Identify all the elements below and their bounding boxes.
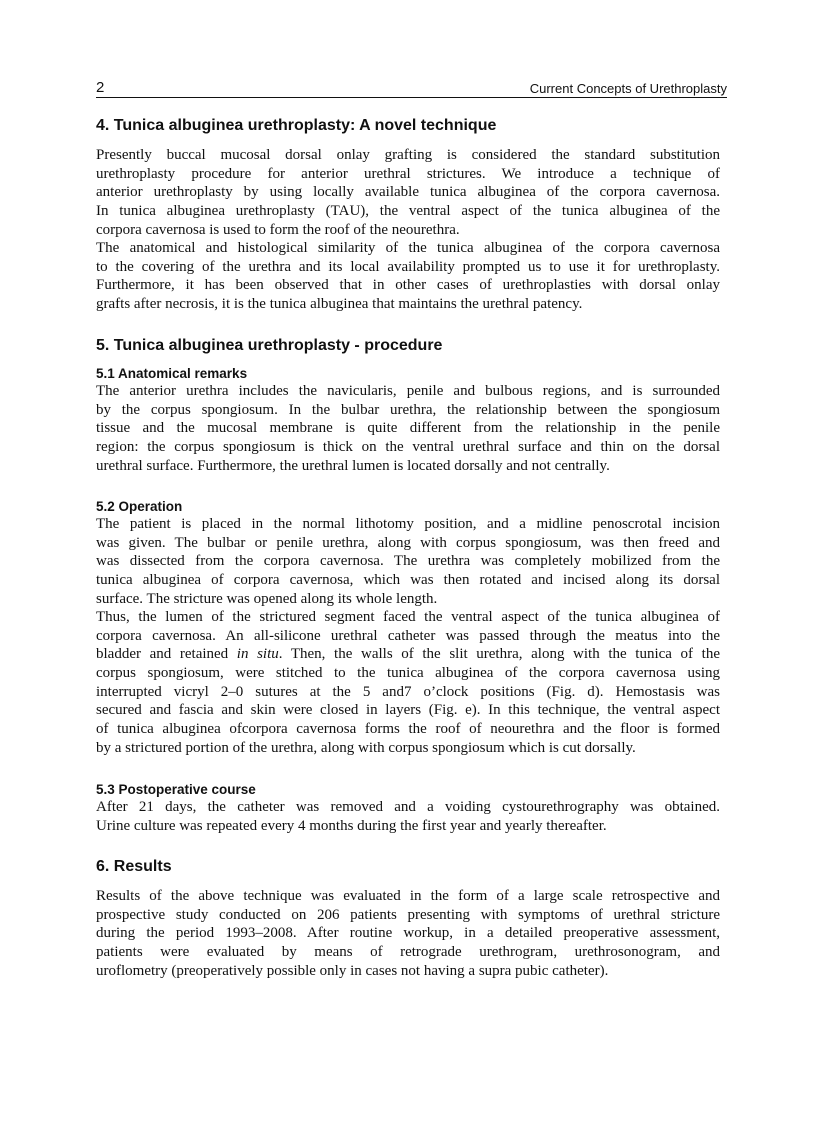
text-line: urethroplasty procedure for anterior urethral strictures. We introduce a technique of bbox=[96, 165, 720, 182]
text-line: Results of the above technique was evaluated in the form of a large scale retrospective and bbox=[96, 888, 720, 904]
subsection-heading: 5.2 Operation bbox=[96, 499, 183, 514]
text-line: secured and fascia and skin were closed in layers (Fig. e). In this technique, the ventral aspect bbox=[96, 702, 720, 719]
text-line: uroflometry (preoperatively possible only in cases not having a supra pubic catheter). bbox=[96, 962, 609, 979]
text-line: Furthermore, it has been observed that in other cases of urethroplasties with dorsal onlay bbox=[96, 277, 720, 294]
text-line: anterior urethroplasty by using locally available tunica albuginea of the corpora cavernosa. bbox=[96, 184, 720, 201]
text-line: Urine culture was repeated every 4 months during the first year and yearly thereafter. bbox=[96, 817, 607, 834]
text-line: The patient is placed in the normal lithotomy position, and a midline penoscrotal incision bbox=[96, 516, 720, 532]
running-header bbox=[96, 79, 727, 98]
subsection-5-2 bbox=[96, 498, 720, 757]
text-line: patients were evaluated by means of retrograde urethrogram, urethrosonogram, and bbox=[96, 943, 720, 960]
text-line: After 21 days, the catheter was removed and a voiding cystourethrography was obtained. bbox=[96, 799, 720, 815]
text-line: The anatomical and histological similarity of the tunica albuginea of the corpora cavernosa bbox=[96, 240, 720, 257]
section-heading: 6. Results bbox=[96, 858, 172, 875]
text-line: tunica albuginea of corpora cavernosa, which was then rotated and incised along its dorsal bbox=[96, 571, 720, 588]
text-line: bladder and retained in situ. Then, the walls of the slit urethra, along with the tunica of the bbox=[96, 646, 720, 663]
section-5 bbox=[96, 336, 720, 356]
text-line: Presently buccal mucosal dorsal onlay grafting is considered the standard substitution bbox=[96, 147, 720, 163]
text-line: region: the corpus spongiosum is thick on the ventral urethral surface and thin on the dorsal bbox=[96, 438, 720, 455]
subsection-heading: 5.1 Anatomical remarks bbox=[96, 366, 248, 381]
text-line: corpora cavernosa is used to form the roof of the neourethra. bbox=[96, 221, 460, 238]
subsection-5-3 bbox=[96, 781, 720, 835]
text-line: of tunica albuginea ofcorpora cavernosa forms the roof of neourethra and the floor is formed bbox=[96, 721, 720, 738]
text-line: prospective study conducted on 206 patients presenting with symptoms of urethral stricture bbox=[96, 906, 720, 923]
text-line: by a strictured portion of the urethra, along with corpus spongiosum which is cut dorsally. bbox=[96, 739, 636, 756]
section-4 bbox=[96, 116, 720, 314]
text-line: corpus spongiosum, were stitched to the tunica albuginea of the corpora cavernosa using bbox=[96, 665, 720, 682]
text-line: urethral surface. Furthermore, the urethral lumen is located dorsally and not centrally. bbox=[96, 457, 610, 474]
text-line: tissue and the mucosal membrane is quite different from the relationship in the penile bbox=[96, 420, 720, 437]
text-line: corpora cavernosa. An all-silicone urethral catheter was passed through the meatus into the bbox=[96, 627, 720, 644]
section-heading: 5. Tunica albuginea urethroplasty - procedure bbox=[96, 337, 443, 354]
text-line: interrupted vicryl 2–0 sutures at the 5 and7 o’clock positions (Fig. d). Hemostasis was bbox=[96, 683, 720, 700]
page-number: 2 bbox=[96, 79, 105, 96]
text-line: grafts after necrosis, it is the tunica albuginea that maintains the urethral patency. bbox=[96, 296, 583, 313]
text-line: was dissected from the corpora cavernosa. The urethra was completely mobilized from the bbox=[96, 553, 720, 570]
text-line: surface. The stricture was opened along its whole length. bbox=[96, 590, 438, 607]
running-title: Current Concepts of Urethroplasty bbox=[529, 81, 727, 96]
text-line: Thus, the lumen of the strictured segment faced the ventral aspect of the tunica albuginea of bbox=[96, 609, 720, 626]
text-line: to the covering of the urethra and its local availability prompted us to use it for urethroplasty. bbox=[96, 258, 720, 275]
text-line: during the period 1993–2008. After routine workup, in a detailed preoperative assessment, bbox=[96, 925, 720, 942]
subsection-5-1 bbox=[96, 365, 720, 475]
text-line: was given. The bulbar or penile urethra, along with corpus spongiosum, was then freed and bbox=[96, 534, 720, 551]
text-line: by the corpus spongiosum. In the bulbar urethra, the relationship between the spongiosum bbox=[96, 401, 720, 418]
text-line: In tunica albuginea urethroplasty (TAU), the ventral aspect of the tunica albuginea of the bbox=[96, 202, 720, 219]
subsection-heading: 5.3 Postoperative course bbox=[96, 782, 256, 797]
section-6 bbox=[96, 857, 720, 980]
section-heading: 4. Tunica albuginea urethroplasty: A novel technique bbox=[96, 117, 497, 134]
text-line: The anterior urethra includes the navicularis, penile and bulbous regions, and is surrounded bbox=[96, 383, 720, 399]
